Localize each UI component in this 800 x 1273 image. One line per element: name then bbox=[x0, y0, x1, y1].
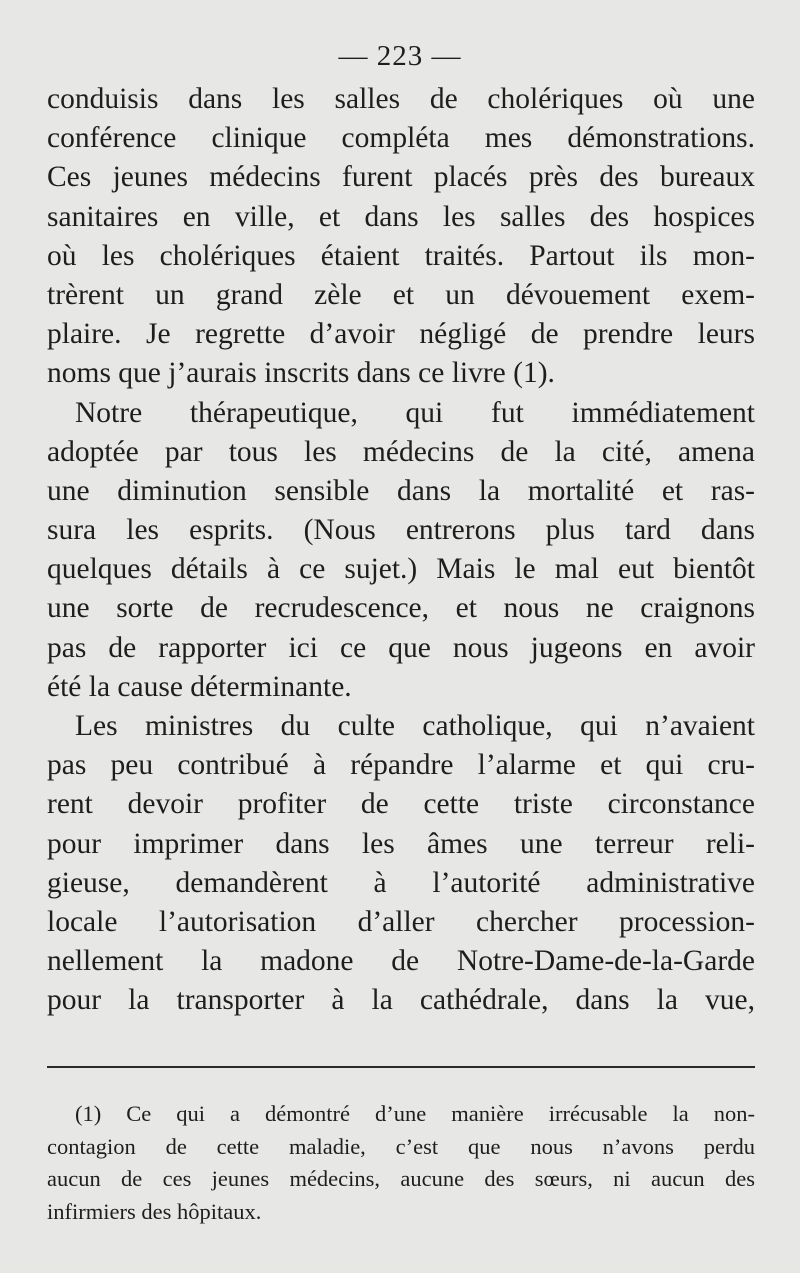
text-line: une diminution sensible dans la mortalité et ras- bbox=[47, 474, 755, 507]
text-line: où les cholériques étaient traités. Partout ils mon- bbox=[47, 239, 755, 272]
text-line: pour la transporter à la cathédrale, dans la vue, bbox=[47, 984, 755, 1017]
footnote-line: infirmiers des hôpitaux. bbox=[47, 1199, 262, 1225]
text-line: nellement la madone de Notre-Dame-de-la-Garde bbox=[47, 945, 755, 978]
text-line: locale l’autorisation d’aller chercher procession- bbox=[47, 905, 755, 938]
text-line: sura les esprits. (Nous entrerons plus tard dans bbox=[47, 514, 755, 547]
footnote-divider bbox=[47, 1066, 755, 1068]
text-line: conférence clinique compléta mes démonstrations. bbox=[47, 122, 755, 155]
footnote-line: contagion de cette maladie, c’est que nous n’avons perdu bbox=[47, 1133, 755, 1159]
text-line: quelques détails à ce sujet.) Mais le mal eut bientôt bbox=[47, 553, 755, 586]
text-line: conduisis dans les salles de cholériques où une bbox=[47, 83, 755, 115]
text-line: Notre thérapeutique, qui fut immédiatement bbox=[75, 396, 755, 429]
text-line: sanitaires en ville, et dans les salles des hospices bbox=[47, 200, 755, 233]
body-text bbox=[47, 80, 755, 1021]
text-line: gieuse, demandèrent à l’autorité administrative bbox=[47, 866, 755, 899]
text-line: plaire. Je regrette d’avoir négligé de prendre leurs bbox=[47, 318, 755, 351]
text-line: adoptée par tous les médecins de la cité, amena bbox=[47, 435, 755, 468]
text-line: pas peu contribué à répandre l’alarme et qui cru- bbox=[47, 749, 755, 782]
footnote bbox=[47, 1098, 755, 1229]
text-line: trèrent un grand zèle et un dévouement exem- bbox=[47, 278, 755, 311]
text-line: noms que j’aurais inscrits dans ce livre (1). bbox=[47, 357, 555, 390]
text-line: pas de rapporter ici ce que nous jugeons en avoir bbox=[47, 631, 755, 664]
text-line: Les ministres du culte catholique, qui n’avaient bbox=[75, 710, 755, 742]
text-line: rent devoir profiter de cette triste circonstance bbox=[47, 788, 755, 821]
page-number: — 223 — bbox=[338, 40, 462, 72]
text-line: pour imprimer dans les âmes une terreur reli- bbox=[47, 827, 755, 860]
text-line: une sorte de recrudescence, et nous ne craignons bbox=[47, 592, 755, 625]
text-line: été la cause déterminante. bbox=[47, 670, 352, 703]
text-line: Ces jeunes médecins furent placés près des bureaux bbox=[47, 161, 755, 194]
footnote-line: (1) Ce qui a démontré d’une manière irrécusable la non- bbox=[75, 1101, 755, 1126]
footnote-line: aucun de ces jeunes médecins, aucune des sœurs, ni aucun des bbox=[47, 1166, 755, 1192]
